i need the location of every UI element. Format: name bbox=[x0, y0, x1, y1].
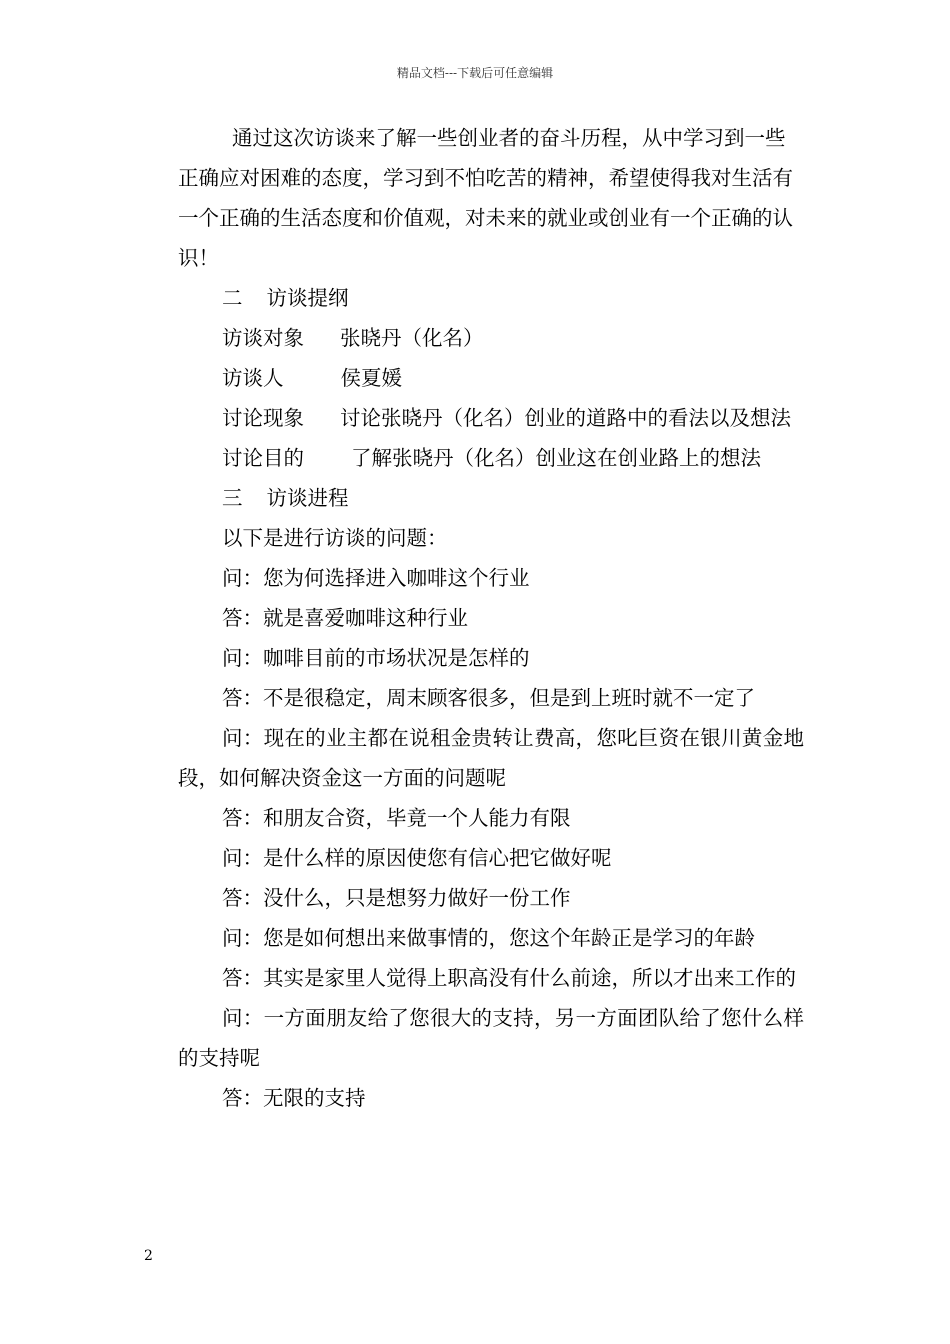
outline-label: 访谈人 bbox=[222, 366, 284, 390]
section-heading-process bbox=[178, 478, 804, 518]
section-number: 三 bbox=[222, 486, 243, 510]
section-number: 二 bbox=[222, 286, 243, 310]
outline-row-subject bbox=[178, 318, 804, 358]
outline-row-interviewer bbox=[178, 358, 804, 398]
section-title: 访谈提纲 bbox=[266, 286, 349, 310]
outline-value: 侯夏媛 bbox=[340, 366, 402, 390]
outline-label: 访谈对象 bbox=[222, 326, 304, 350]
qa-intro: 以下是进行访谈的问题： bbox=[222, 526, 448, 550]
document-body bbox=[178, 118, 804, 1118]
outline-value: 了解张晓丹（化名）创业这在创业路上的想法 bbox=[351, 446, 761, 470]
answer: 答：无限的支持 bbox=[222, 1086, 366, 1110]
question: 问：一方面朋友给了您很大的支持，另一方面团队给了您什么样的支持呢 bbox=[178, 1006, 804, 1070]
question: 问：您为何选择进入咖啡这个行业 bbox=[222, 566, 530, 590]
question: 问：您是如何想出来做事情的，您这个年龄正是学习的年龄 bbox=[222, 926, 755, 950]
question: 问：咖啡目前的市场状况是怎样的 bbox=[222, 646, 530, 670]
answer: 答：不是很稳定，周末顾客很多，但是到上班时就不一定了 bbox=[222, 686, 755, 710]
question: 问：现在的业主都在说租金贵转让费高，您叱巨资在银川黄金地段，如何解决资金这一方面的问题呢 bbox=[178, 726, 804, 790]
outline-row-purpose bbox=[178, 438, 804, 478]
outline-value: 张晓丹（化名） bbox=[340, 326, 484, 350]
page-header: 精品文档---下载后可任意编辑 bbox=[396, 66, 554, 80]
page-number: 2 bbox=[144, 1248, 153, 1264]
section-title: 访谈进程 bbox=[266, 486, 349, 510]
answer: 答：没什么，只是想努力做好一份工作 bbox=[222, 886, 571, 910]
outline-row-phenomenon bbox=[178, 398, 804, 438]
outline-value: 讨论张晓丹（化名）创业的道路中的看法以及想法 bbox=[340, 406, 791, 430]
answer: 答：就是喜爱咖啡这种行业 bbox=[222, 606, 468, 630]
section-heading-outline bbox=[178, 278, 804, 318]
answer: 答：其实是家里人觉得上职高没有什么前途，所以才出来工作的 bbox=[222, 966, 796, 990]
question: 问：是什么样的原因使您有信心把它做好呢 bbox=[222, 846, 612, 870]
intro-paragraph: 通过这次访谈来了解一些创业者的奋斗历程，从中学习到一些正确应对困难的态度，学习到不怕吃苦的精神，希望使得我对生活有一个正确的生活态度和价值观，对未来的就业或创业有一个正确的认识！ bbox=[178, 126, 793, 270]
answer: 答：和朋友合资，毕竟一个人能力有限 bbox=[222, 806, 571, 830]
outline-label: 讨论目的 bbox=[222, 446, 304, 470]
outline-label: 讨论现象 bbox=[222, 406, 304, 430]
